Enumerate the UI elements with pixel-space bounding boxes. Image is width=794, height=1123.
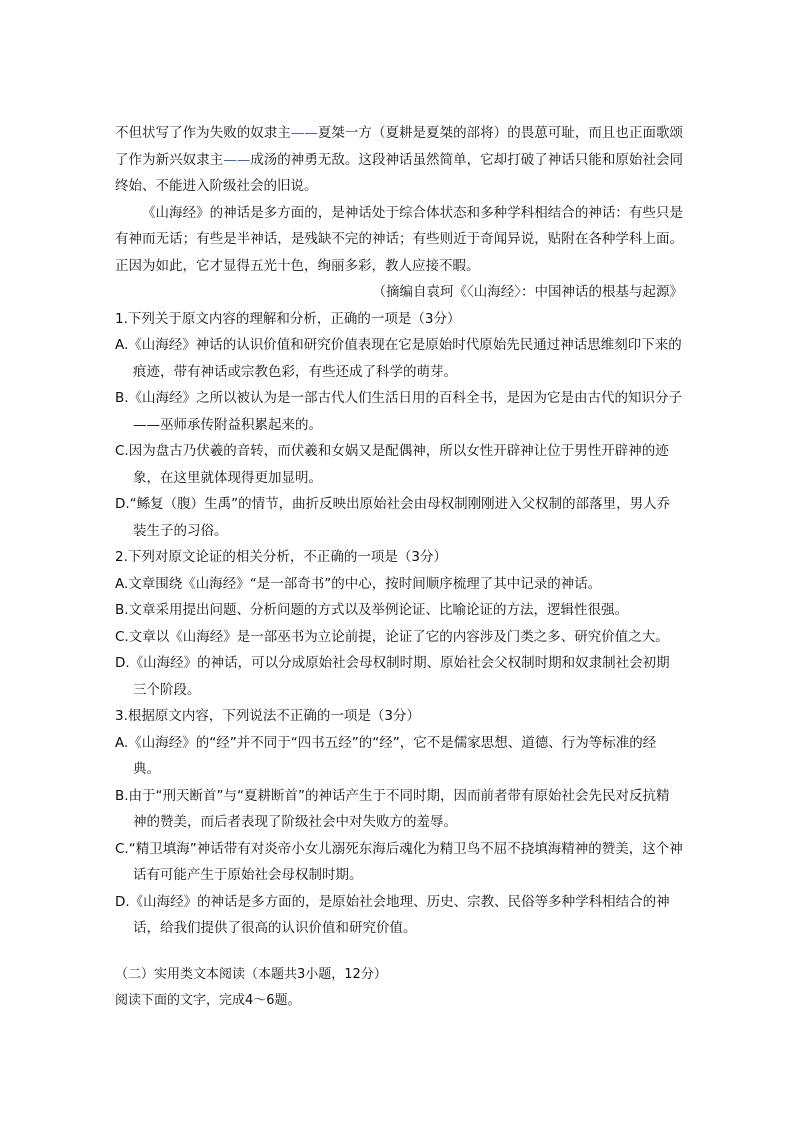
option-d: D.《山海经》的神话是多方面的，是原始社会地理、历史、宗教、民俗等多种学科相结合的神话，给我们提供了很高的认识价值和研究价值。 — [115, 893, 670, 936]
question-stem: 2.下列对原文论证的相关分析，不正确的一项是（3分） — [115, 549, 447, 565]
option-b: B.文章采用提出问题、分析问题的方式以及举例论证、比喻论证的方法，逻辑性很强。 — [115, 602, 629, 618]
option-b: B.由于“刑天断首”与“夏耕断首”的神话产生于不同时期，因而前者带有原始社会先民对反抗精神的赞美，而后者表现了阶级社会中对失败方的羞辱。 — [115, 787, 670, 830]
page-content — [115, 120, 683, 1015]
option-d: D.“鲧复（腹）生禹”的情节，曲折反映出原始社会由母权制刚刚进入父权制的部落里，男人乔装生子的习俗。 — [115, 496, 671, 539]
question-2 — [115, 544, 683, 703]
spacer — [115, 942, 683, 962]
option-a: A.《山海经》神话的认识价值和研究价值表现在它是原始时代原始先民通过神话思维刻印下来的痕迹，带有神话或宗教色彩，有些还成了科学的萌芽。 — [115, 337, 682, 380]
section-title: （二）实用类文本阅读（本题共3小题，12分） — [115, 966, 387, 982]
question-stem: 3.根据原文内容，下列说法不正确的一项是（3分） — [115, 708, 420, 724]
dash: —— — [290, 125, 318, 141]
source-citation: （摘编自袁珂《〈山海经〉：中国神话的根基与起源》 — [372, 284, 683, 300]
passage-paragraph-2: 《山海经》的神话是多方面的，是神话处于综合体状态和多种学科相结合的神话：有些只是有神而无话；有些是半神话，是残缺不完的神话；有些则近于奇闻异说，贴附在各种学科上面。正因为如此，它才显得五光十色，绚丽多彩，教人应接不暇。 — [115, 204, 683, 274]
option-a: A.《山海经》的“经”并不同于“四书五经”的“经”，它不是儒家思想、道德、行为等标准的经典。 — [115, 734, 657, 777]
option-a: A.文章围绕《山海经》“是一部奇书”的中心，按时间顺序梳理了其中记录的神话。 — [115, 575, 602, 592]
passage-text: 不但状写了作为失败的奴隶主 — [115, 125, 291, 141]
question-stem: 1.下列关于原文内容的理解和分析，正确的一项是（3分） — [115, 310, 461, 327]
passage-text: 成汤的神勇无敌。这段神话虽然简单，它却打破了神话只能和原始社会同终始、不能进入阶级社会的旧说。 — [115, 151, 684, 194]
dash: —— — [223, 151, 251, 168]
question-3 — [115, 703, 683, 942]
passage-text: 夏桀一方（夏耕是夏桀的部将）的畏葸可耻，而且也正面歌颂了作为新兴奴隶主 — [115, 125, 684, 168]
option-d: D.《山海经》的神话，可以分成原始社会母权制时期、原始社会父权制时期和奴隶制社会初期三个阶段。 — [115, 655, 670, 698]
question-1 — [115, 306, 683, 545]
option-c: C.文章以《山海经》是一部巫书为立论前提，论证了它的内容涉及门类之多、研究价值之大。 — [115, 628, 669, 645]
option-b: B.《山海经》之所以被认为是一部古代人们生活日用的百科全书，是因为它是由古代的知识分子——巫师承传附益积累起来的。 — [115, 390, 683, 433]
passage-paragraph-1 — [115, 120, 683, 200]
option-c: C.“精卫填海”神话带有对炎帝小女儿溺死东海后魂化为精卫鸟不屈不挠填海精神的赞美，这个神话有可能产生于原始社会母权制时期。 — [115, 840, 683, 883]
section-instruction: 阅读下面的文字，完成4～6题。 — [115, 993, 301, 1008]
option-c: C.因为盘古乃伏羲的音转，而伏羲和女娲又是配偶神，所以女性开辟神让位于男性开辟神的迹象，在这里就体现得更加显明。 — [115, 443, 669, 486]
